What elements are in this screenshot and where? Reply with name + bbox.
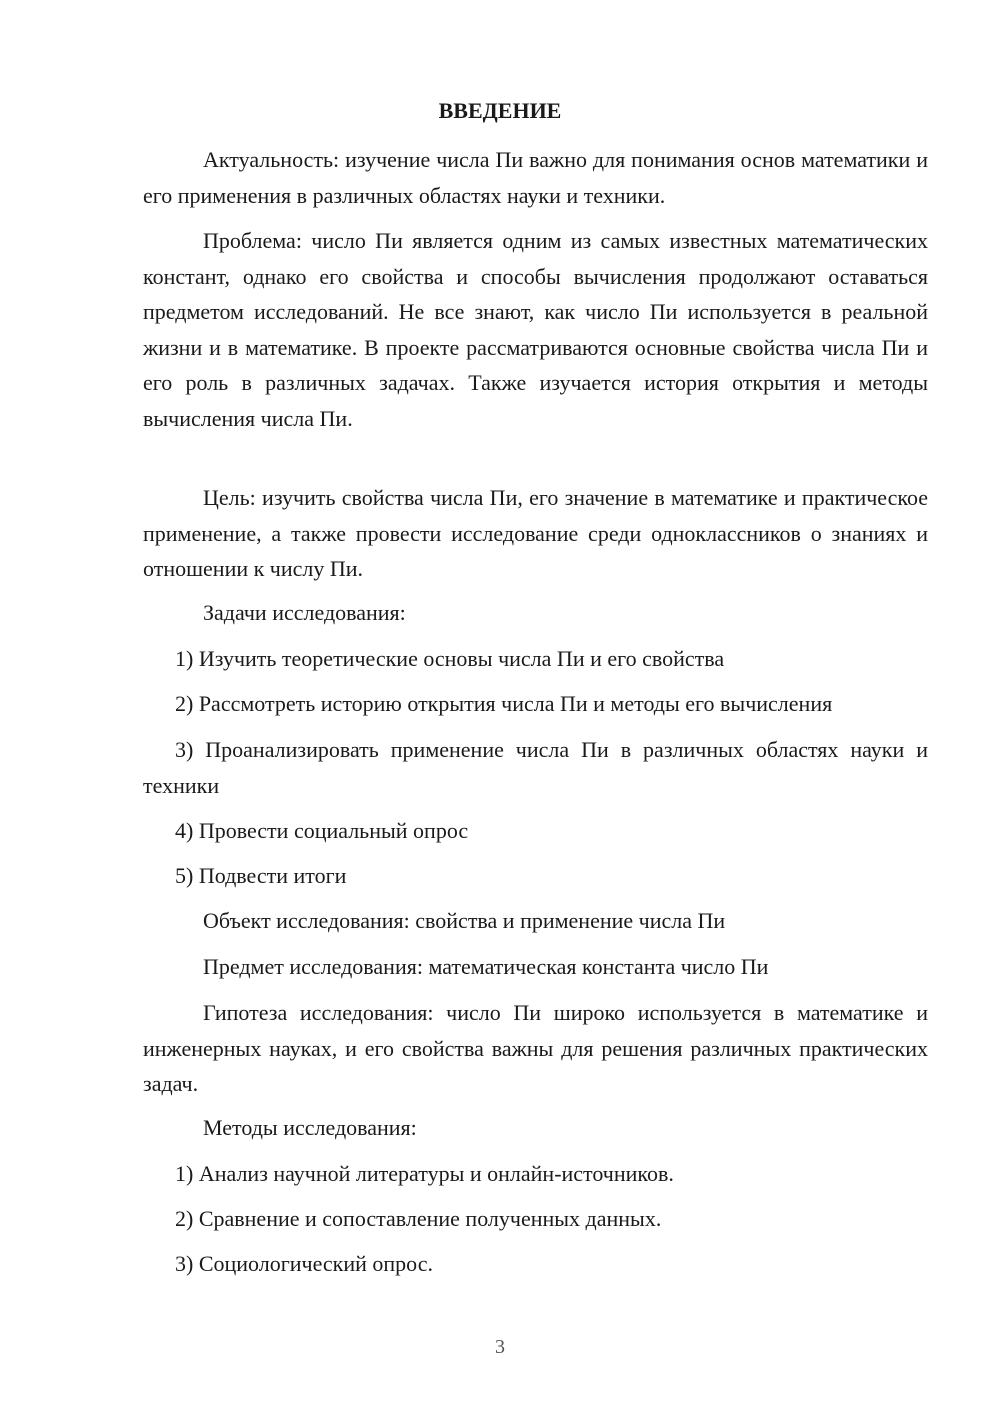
research-object: Объект исследования: свойства и применение числа Пи	[203, 908, 726, 933]
task-item: 3) Проанализировать применение числа Пи в различных областях науки и техники	[143, 737, 928, 798]
tasks-heading: Задачи исследования:	[203, 600, 406, 625]
task-item: 5) Подвести итоги	[175, 863, 347, 888]
method-item: 2) Сравнение и сопоставление полученных данных.	[175, 1206, 662, 1231]
methods-heading: Методы исследования:	[203, 1115, 417, 1140]
research-subject: Предмет исследования: математическая константа число Пи	[203, 954, 769, 979]
method-item: 1) Анализ научной литературы и онлайн-источников.	[175, 1161, 674, 1186]
goal-paragraph: Цель: изучить свойства числа Пи, его значение в математике и практическое применение, а также провести исследование среди одноклассников о знаниях и отношении к числу Пи.	[143, 485, 928, 581]
page-number: 3	[495, 1336, 505, 1358]
relevance-paragraph: Актуальность: изучение числа Пи важно для понимания основ математики и его применения в различных областях науки и техники.	[143, 147, 928, 208]
task-item: 4) Провести социальный опрос	[175, 818, 469, 843]
problem-paragraph: Проблема: число Пи является одним из самых известных математических констант, однако его свойства и способы вычисления продолжают оставаться предметом исследований. Не все знают, как число Пи используется в реальной жизни и в математике. В проекте рассматриваются основные свойства числа Пи и его роль в различных задачах. Также изучается история открытия и методы вычисления числа Пи.	[143, 228, 928, 431]
task-item: 2) Рассмотреть историю открытия числа Пи и методы его вычисления	[175, 691, 833, 716]
method-item: 3) Социологический опрос.	[175, 1251, 433, 1276]
section-title: ВВЕДЕНИЕ	[438, 98, 562, 123]
hypothesis-paragraph: Гипотеза исследования: число Пи широко используется в математике и инженерных науках, и его свойства важны для решения различных практических задач.	[143, 1000, 928, 1096]
task-item: 1) Изучить теоретические основы числа Пи и его свойства	[175, 646, 725, 671]
